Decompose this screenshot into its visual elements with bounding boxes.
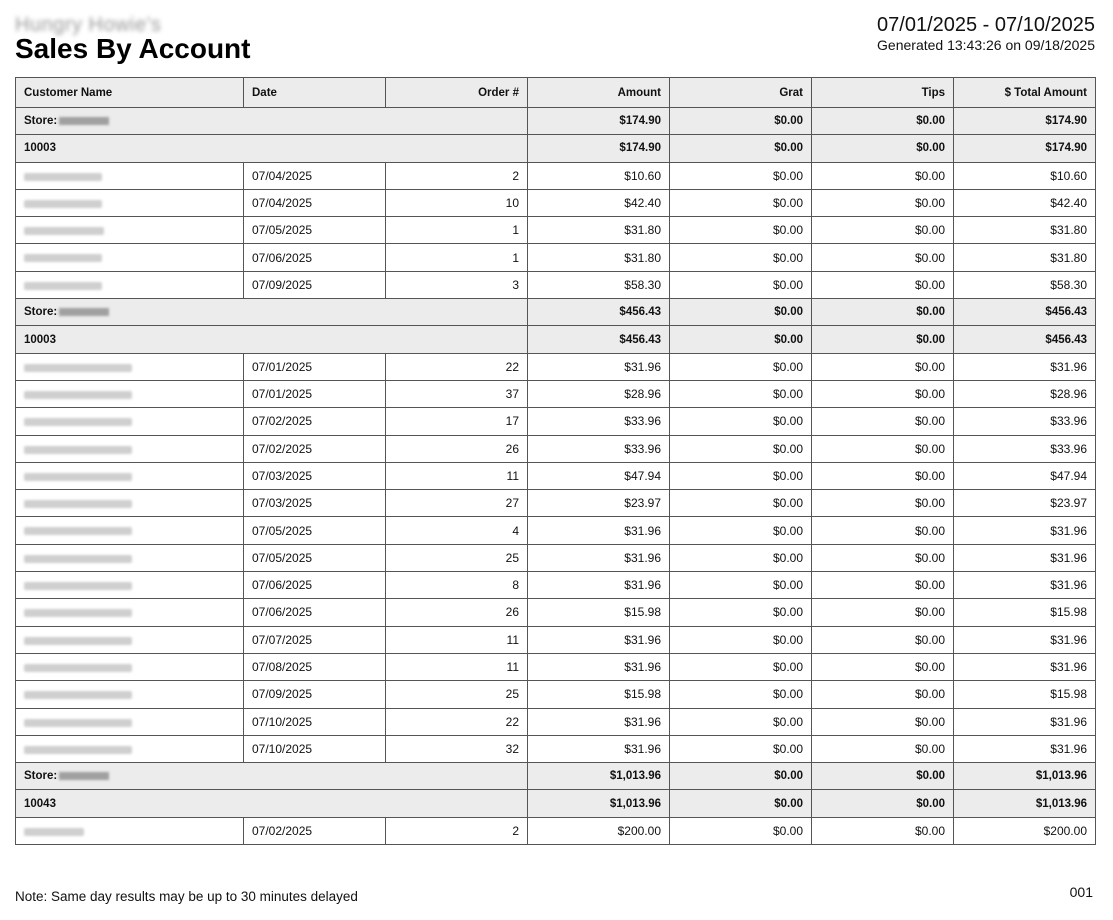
total-cell: $31.80 [954,244,1096,271]
grat-cell: $0.00 [670,217,812,244]
redacted-customer-name [24,391,132,399]
date-cell: 07/06/2025 [244,599,386,626]
table-row [16,817,1096,844]
grat-cell: $0.00 [670,271,812,298]
total-cell: $10.60 [954,162,1096,189]
account-subtotal-row [16,326,1096,353]
date-cell: 07/03/2025 [244,462,386,489]
grat-cell: $0.00 [670,408,812,435]
grat-cell: $0.00 [670,763,812,790]
order-number-cell: 3 [386,271,528,298]
date-cell: 07/09/2025 [244,271,386,298]
amount-cell: $31.96 [528,544,670,571]
amount-cell: $31.80 [528,217,670,244]
customer-name-cell [16,517,244,544]
col-order-number: Order # [386,78,528,108]
grat-cell: $0.00 [670,681,812,708]
table-row [16,244,1096,271]
date-cell: 07/02/2025 [244,435,386,462]
total-cell: $31.80 [954,217,1096,244]
order-number-cell: 25 [386,681,528,708]
tips-cell: $0.00 [812,681,954,708]
grat-cell: $0.00 [670,599,812,626]
customer-name-cell [16,380,244,407]
total-cell: $31.96 [954,653,1096,680]
redacted-customer-name [24,746,132,754]
tips-cell: $0.00 [812,708,954,735]
total-cell: $200.00 [954,817,1096,844]
tips-cell: $0.00 [812,572,954,599]
total-cell: $15.98 [954,681,1096,708]
redacted-customer-name [24,828,84,836]
grat-cell: $0.00 [670,490,812,517]
account-number [16,326,528,353]
row-label: Store: [24,115,58,128]
grat-cell: $0.00 [670,572,812,599]
redacted-customer-name [24,254,102,262]
grat-cell: $0.00 [670,189,812,216]
tips-cell: $0.00 [812,162,954,189]
tips-cell: $0.00 [812,490,954,517]
date-cell: 07/09/2025 [244,681,386,708]
date-cell: 07/04/2025 [244,189,386,216]
total-cell: $31.96 [954,544,1096,571]
amount-cell: $456.43 [528,326,670,353]
amount-cell: $31.96 [528,735,670,762]
order-number-cell: 4 [386,517,528,544]
customer-name-cell [16,189,244,216]
amount-cell: $31.96 [528,353,670,380]
amount-cell: $456.43 [528,299,670,326]
col-customer-name: Customer Name [16,78,244,108]
grat-cell: $0.00 [670,162,812,189]
customer-name-cell [16,435,244,462]
date-cell: 07/10/2025 [244,708,386,735]
table-row [16,517,1096,544]
table-row [16,626,1096,653]
amount-cell: $33.96 [528,435,670,462]
customer-name-cell [16,244,244,271]
total-cell: $31.96 [954,353,1096,380]
table-row [16,189,1096,216]
amount-cell: $42.40 [528,189,670,216]
account-subtotal-row [16,790,1096,817]
total-cell: $174.90 [954,108,1096,135]
customer-name-cell [16,681,244,708]
row-label: 10003 [24,142,56,155]
amount-cell: $200.00 [528,817,670,844]
total-cell: $1,013.96 [954,763,1096,790]
amount-cell: $58.30 [528,271,670,298]
date-cell: 07/01/2025 [244,353,386,380]
grat-cell: $0.00 [670,353,812,380]
company-name: Hungry Howie's [15,14,162,36]
grat-cell: $0.00 [670,817,812,844]
grat-cell: $0.00 [670,435,812,462]
customer-name-cell [16,572,244,599]
total-cell: $58.30 [954,271,1096,298]
store-subtotal-row [16,299,1096,326]
table-row [16,653,1096,680]
total-cell: $1,013.96 [954,790,1096,817]
date-range: 07/01/2025 - 07/10/2025 [877,14,1095,36]
grat-cell: $0.00 [670,544,812,571]
date-cell: 07/08/2025 [244,653,386,680]
date-cell: 07/07/2025 [244,626,386,653]
grat-cell: $0.00 [670,517,812,544]
generated-timestamp: Generated 13:43:26 on 09/18/2025 [877,37,1095,53]
order-number-cell: 11 [386,653,528,680]
amount-cell: $15.98 [528,599,670,626]
header-row [16,78,1096,108]
table-row [16,735,1096,762]
customer-name-cell [16,653,244,680]
tips-cell: $0.00 [812,271,954,298]
amount-cell: $15.98 [528,681,670,708]
customer-name-cell [16,544,244,571]
amount-cell: $31.96 [528,708,670,735]
table-row [16,572,1096,599]
row-label: Store: [24,306,58,319]
table-row [16,599,1096,626]
table-row [16,217,1096,244]
redacted-customer-name [24,719,132,727]
tips-cell: $0.00 [812,517,954,544]
table-row [16,544,1096,571]
date-cell: 07/02/2025 [244,817,386,844]
amount-cell: $31.96 [528,626,670,653]
row-label: Store: [24,770,58,783]
tips-cell: $0.00 [812,626,954,653]
tips-cell: $0.00 [812,735,954,762]
total-cell: $23.97 [954,490,1096,517]
account-number [16,135,528,162]
col-amount: Amount [528,78,670,108]
customer-name-cell [16,408,244,435]
total-cell: $15.98 [954,599,1096,626]
row-label: 10003 [24,333,56,346]
date-cell: 07/02/2025 [244,408,386,435]
table-row [16,681,1096,708]
tips-cell: $0.00 [812,326,954,353]
tips-cell: $0.00 [812,599,954,626]
redacted-customer-name [24,609,132,617]
total-cell: $456.43 [954,326,1096,353]
table-body [16,108,1096,845]
date-cell: 07/01/2025 [244,380,386,407]
tips-cell: $0.00 [812,817,954,844]
tips-cell: $0.00 [812,299,954,326]
redacted-customer-name [24,637,132,645]
customer-name-cell [16,217,244,244]
total-cell: $31.96 [954,708,1096,735]
amount-cell: $1,013.96 [528,790,670,817]
redacted-store-name [59,772,109,780]
customer-name-cell [16,162,244,189]
amount-cell: $31.96 [528,517,670,544]
redacted-customer-name [24,173,102,181]
date-cell: 07/10/2025 [244,735,386,762]
table-row [16,408,1096,435]
order-number-cell: 2 [386,162,528,189]
tips-cell: $0.00 [812,108,954,135]
table-row [16,435,1096,462]
grat-cell: $0.00 [670,790,812,817]
tips-cell: $0.00 [812,462,954,489]
amount-cell: $47.94 [528,462,670,489]
table-row [16,271,1096,298]
customer-name-cell [16,462,244,489]
order-number-cell: 1 [386,217,528,244]
grat-cell: $0.00 [670,380,812,407]
redacted-customer-name [24,364,132,372]
order-number-cell: 1 [386,244,528,271]
total-cell: $42.40 [954,189,1096,216]
redacted-store-name [59,308,109,316]
tips-cell: $0.00 [812,189,954,216]
grat-cell: $0.00 [670,735,812,762]
table-row [16,490,1096,517]
page-number: 001 [1069,884,1093,900]
row-label: 10043 [24,797,56,810]
tips-cell: $0.00 [812,380,954,407]
total-cell: $33.96 [954,435,1096,462]
order-number-cell: 11 [386,462,528,489]
amount-cell: $174.90 [528,135,670,162]
redacted-customer-name [24,582,132,590]
amount-cell: $23.97 [528,490,670,517]
customer-name-cell [16,271,244,298]
tips-cell: $0.00 [812,790,954,817]
tips-cell: $0.00 [812,544,954,571]
table-row [16,462,1096,489]
sales-table [15,77,1096,845]
customer-name-cell [16,626,244,653]
order-number-cell: 32 [386,735,528,762]
customer-name-cell [16,490,244,517]
amount-cell: $10.60 [528,162,670,189]
tips-cell: $0.00 [812,653,954,680]
amount-cell: $31.80 [528,244,670,271]
grat-cell: $0.00 [670,244,812,271]
order-number-cell: 27 [386,490,528,517]
table-row [16,380,1096,407]
total-cell: $456.43 [954,299,1096,326]
customer-name-cell [16,599,244,626]
total-cell: $31.96 [954,626,1096,653]
amount-cell: $174.90 [528,108,670,135]
grat-cell: $0.00 [670,326,812,353]
grat-cell: $0.00 [670,653,812,680]
redacted-customer-name [24,227,104,235]
tips-cell: $0.00 [812,217,954,244]
total-cell: $31.96 [954,517,1096,544]
date-cell: 07/05/2025 [244,544,386,571]
tips-cell: $0.00 [812,763,954,790]
amount-cell: $31.96 [528,572,670,599]
grat-cell: $0.00 [670,462,812,489]
order-number-cell: 2 [386,817,528,844]
customer-name-cell [16,708,244,735]
amount-cell: $28.96 [528,380,670,407]
date-cell: 07/06/2025 [244,572,386,599]
customer-name-cell [16,353,244,380]
col-total-amount: $ Total Amount [954,78,1096,108]
date-cell: 07/04/2025 [244,162,386,189]
order-number-cell: 22 [386,353,528,380]
store-label [16,299,528,326]
store-label [16,108,528,135]
redacted-customer-name [24,500,132,508]
redacted-customer-name [24,555,132,563]
table-row [16,353,1096,380]
date-cell: 07/05/2025 [244,517,386,544]
redacted-customer-name [24,691,132,699]
redacted-customer-name [24,527,132,535]
customer-name-cell [16,735,244,762]
amount-cell: $33.96 [528,408,670,435]
redacted-customer-name [24,664,132,672]
grat-cell: $0.00 [670,626,812,653]
order-number-cell: 10 [386,189,528,216]
total-cell: $31.96 [954,735,1096,762]
order-number-cell: 8 [386,572,528,599]
grat-cell: $0.00 [670,299,812,326]
date-cell: 07/03/2025 [244,490,386,517]
tips-cell: $0.00 [812,244,954,271]
date-cell: 07/05/2025 [244,217,386,244]
table-row [16,162,1096,189]
store-subtotal-row [16,108,1096,135]
order-number-cell: 26 [386,599,528,626]
order-number-cell: 25 [386,544,528,571]
redacted-customer-name [24,200,102,208]
amount-cell: $31.96 [528,653,670,680]
tips-cell: $0.00 [812,135,954,162]
col-date: Date [244,78,386,108]
customer-name-cell [16,817,244,844]
footer-note: Note: Same day results may be up to 30 minutes delayed [15,889,358,904]
redacted-store-name [59,117,109,125]
grat-cell: $0.00 [670,135,812,162]
total-cell: $33.96 [954,408,1096,435]
redacted-customer-name [24,418,132,426]
order-number-cell: 11 [386,626,528,653]
grat-cell: $0.00 [670,708,812,735]
amount-cell: $1,013.96 [528,763,670,790]
order-number-cell: 17 [386,408,528,435]
grat-cell: $0.00 [670,108,812,135]
table-row [16,708,1096,735]
col-grat: Grat [670,78,812,108]
col-tips: Tips [812,78,954,108]
order-number-cell: 26 [386,435,528,462]
redacted-customer-name [24,282,102,290]
tips-cell: $0.00 [812,435,954,462]
date-cell: 07/06/2025 [244,244,386,271]
total-cell: $47.94 [954,462,1096,489]
report-title: Sales By Account [15,33,251,64]
store-subtotal-row [16,763,1096,790]
tips-cell: $0.00 [812,408,954,435]
order-number-cell: 37 [386,380,528,407]
order-number-cell: 22 [386,708,528,735]
account-number [16,790,528,817]
redacted-customer-name [24,446,132,454]
tips-cell: $0.00 [812,353,954,380]
account-subtotal-row [16,135,1096,162]
store-label [16,763,528,790]
redacted-customer-name [24,473,132,481]
total-cell: $31.96 [954,572,1096,599]
total-cell: $174.90 [954,135,1096,162]
total-cell: $28.96 [954,380,1096,407]
